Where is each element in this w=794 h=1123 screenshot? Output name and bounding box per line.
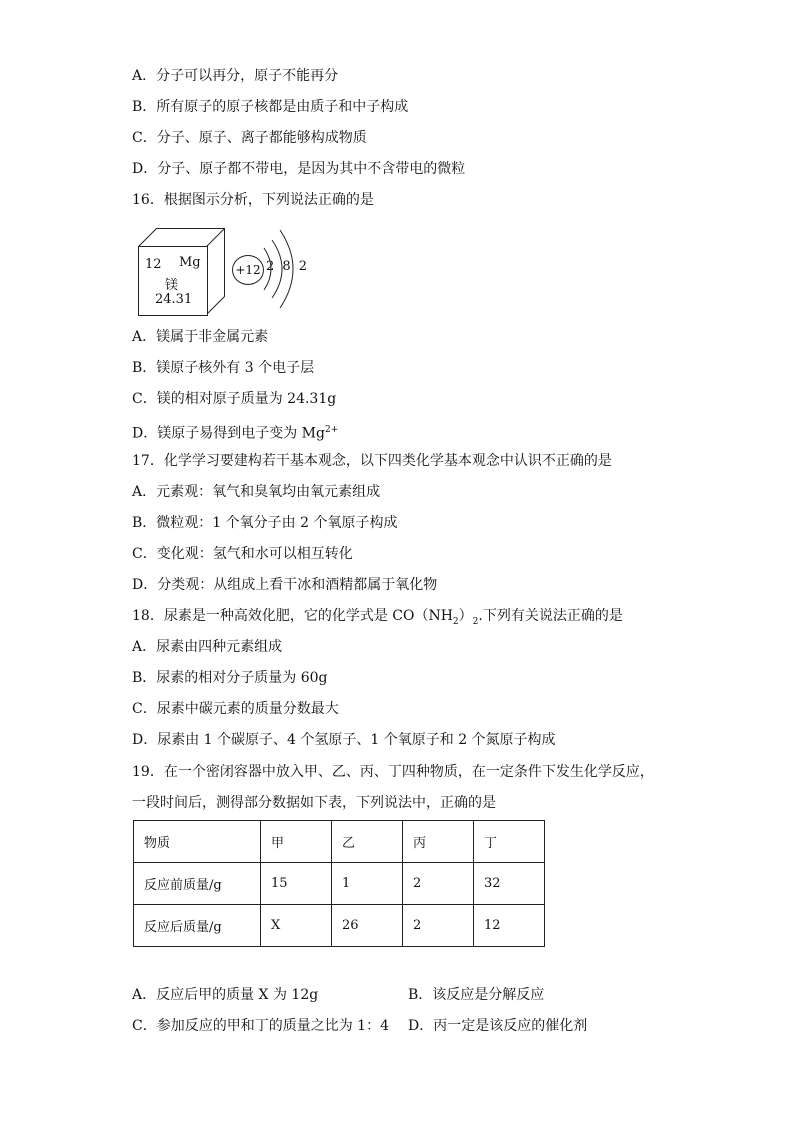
q16-option-a: A．镁属于非金属元素 bbox=[132, 329, 269, 345]
q16-option-c: C．镁的相对原子质量为 24.31g bbox=[132, 391, 337, 407]
atomic-mass: 24.31 bbox=[155, 292, 193, 307]
mass-data-table bbox=[133, 820, 545, 947]
q18-sub-1: 2 bbox=[452, 616, 459, 627]
table-header-row bbox=[134, 821, 545, 863]
q18-option-d: D．尿素由 1 个碳原子、4 个氢原子、1 个氧原子和 2 个氮原子构成 bbox=[132, 732, 556, 748]
table-row bbox=[134, 863, 545, 905]
table-cell: 乙 bbox=[332, 821, 403, 863]
table-cell: 物质 bbox=[134, 821, 261, 863]
q15-option-d: D．分子、原子都不带电，是因为其中不含带电的微粒 bbox=[132, 161, 466, 177]
q17-option-b: B．微粒观：1 个氧分子由 2 个氧原子构成 bbox=[132, 515, 398, 531]
q16-option-b: B．镁原子核外有 3 个电子层 bbox=[132, 360, 315, 376]
table-cell: 1 bbox=[332, 863, 403, 905]
q18-text-a: 18．尿素是一种高效化肥，它的化学式是 CO（NH bbox=[132, 608, 453, 624]
q18-option-c: C．尿素中碳元素的质量分数最大 bbox=[132, 701, 339, 717]
table-cell: 12 bbox=[474, 905, 545, 947]
card-front-face bbox=[138, 246, 208, 316]
element-name: 镁 bbox=[165, 278, 179, 293]
table-cell: 2 bbox=[403, 863, 474, 905]
question-19-line1: 19．在一个密闭容器中放入甲、乙、丙、丁四种物质，在一定条件下发生化学反应， bbox=[132, 764, 654, 780]
table-cell: 反应前质量/g bbox=[134, 863, 261, 905]
question-17: 17．化学学习要建构若干基本观念，以下四类化学基本观念中认识不正确的是 bbox=[132, 453, 612, 469]
table-cell: 丁 bbox=[474, 821, 545, 863]
table-row bbox=[134, 905, 545, 947]
q18-text-b: ） bbox=[458, 608, 473, 624]
q15-option-a: A．分子可以再分，原子不能再分 bbox=[132, 68, 339, 84]
q16-option-d bbox=[132, 420, 338, 444]
table-cell: 甲 bbox=[261, 821, 332, 863]
q19-option-d: D．丙一定是该反应的催化剂 bbox=[408, 1018, 588, 1034]
q17-option-c: C．变化观：氢气和水可以相互转化 bbox=[132, 546, 353, 562]
q16d-charge: 2+ bbox=[324, 425, 339, 435]
table-cell: X bbox=[261, 905, 332, 947]
q15-option-c: C．分子、原子、离子都能够构成物质 bbox=[132, 130, 367, 146]
q15-option-b: B．所有原子的原子核都是由质子和中子构成 bbox=[132, 99, 409, 115]
q18-option-b: B．尿素的相对分子质量为 60g bbox=[132, 670, 328, 686]
q19-option-c: C．参加反应的甲和丁的质量之比为 1：4 bbox=[132, 1018, 389, 1034]
table-cell: 反应后质量/g bbox=[134, 905, 261, 947]
question-19-line2: 一段时间后，测得部分数据如下表，下列说法中，正确的是 bbox=[132, 795, 496, 811]
question-16: 16．根据图示分析，下列说法正确的是 bbox=[132, 192, 374, 208]
table-cell: 32 bbox=[474, 863, 545, 905]
q17-option-d: D．分类观：从组成上看干冰和酒精都属于氧化物 bbox=[132, 577, 438, 593]
atomic-number: 12 bbox=[145, 257, 162, 272]
electron-shells-icon bbox=[258, 226, 304, 312]
q17-option-a: A．元素观：氧气和臭氧均由氧元素组成 bbox=[132, 484, 381, 500]
table-cell: 2 bbox=[403, 905, 474, 947]
q18-sub-2: 2 bbox=[472, 616, 479, 627]
q18-text-c: .下列有关说法正确的是 bbox=[478, 608, 623, 624]
q18-option-a: A．尿素由四种元素组成 bbox=[132, 639, 283, 655]
table-cell: 26 bbox=[332, 905, 403, 947]
electron-counts: 2 8 2 bbox=[266, 259, 310, 274]
element-symbol: Mg bbox=[179, 255, 201, 270]
q19-option-b: B．该反应是分解反应 bbox=[408, 987, 545, 1003]
question-18 bbox=[132, 606, 623, 632]
table-cell: 15 bbox=[261, 863, 332, 905]
nucleus-charge: +12 bbox=[235, 263, 261, 277]
table-cell: 丙 bbox=[403, 821, 474, 863]
q16d-text: D．镁原子易得到电子变为 Mg bbox=[132, 425, 325, 442]
q19-option-a: A．反应后甲的质量 X 为 12g bbox=[132, 987, 319, 1003]
